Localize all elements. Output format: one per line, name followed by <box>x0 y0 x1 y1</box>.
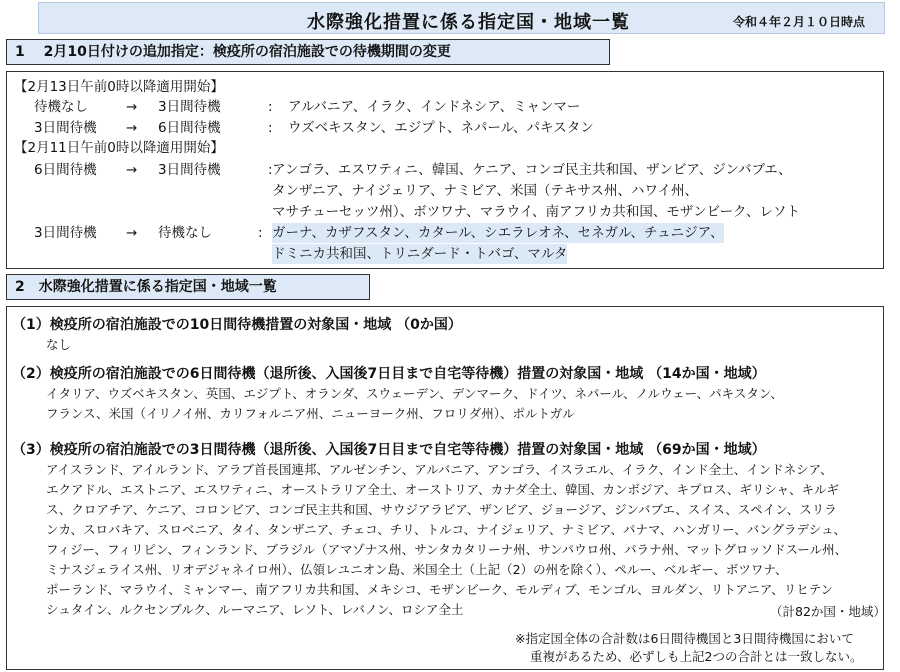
total-count: （計82か国・地域） <box>770 604 886 619</box>
as-of-date: 令和４年２月１０日時点 <box>733 15 866 29</box>
section2-heading: 2 水際強化措置に係る指定国・地域一覧 <box>6 274 370 300</box>
subsection2-title: （2）検疫所の宿泊施設での6日間待機（退所後、入国後7日目まで自宅等待機）措置の対象国・地域 （14か国・地域） <box>12 366 766 382</box>
section1-heading: 1 2月10日付けの追加指定：検疫所の宿泊施設での待機期間の変更 <box>6 39 610 65</box>
page-title: 水際強化措置に係る指定国・地域一覧 <box>307 12 630 33</box>
title-bar <box>38 2 885 34</box>
subsection3-title: （3）検疫所の宿泊施設での3日間待機（退所後、入国後7日目まで自宅等待機）措置の対象国・地域 （69か国・地域） <box>12 442 766 458</box>
highlighted-countries-line-1: ガーナ、カザフスタン、カタール、シエラレオネ、セネガル、チュニジア、 <box>272 225 724 241</box>
subsection1-text: なし <box>46 337 72 352</box>
highlighted-countries-line-2: ドミニカ共和国、トリニダード・トバゴ、マルタ <box>272 246 568 262</box>
subsection1-title: （1）検疫所の宿泊施設での10日間待機措置の対象国・地域 （0か国） <box>12 317 462 333</box>
group2-label: 【2月11日午前0時以降適用開始】 <box>14 140 224 156</box>
group1-label: 【2月13日午前0時以降適用開始】 <box>14 79 224 95</box>
